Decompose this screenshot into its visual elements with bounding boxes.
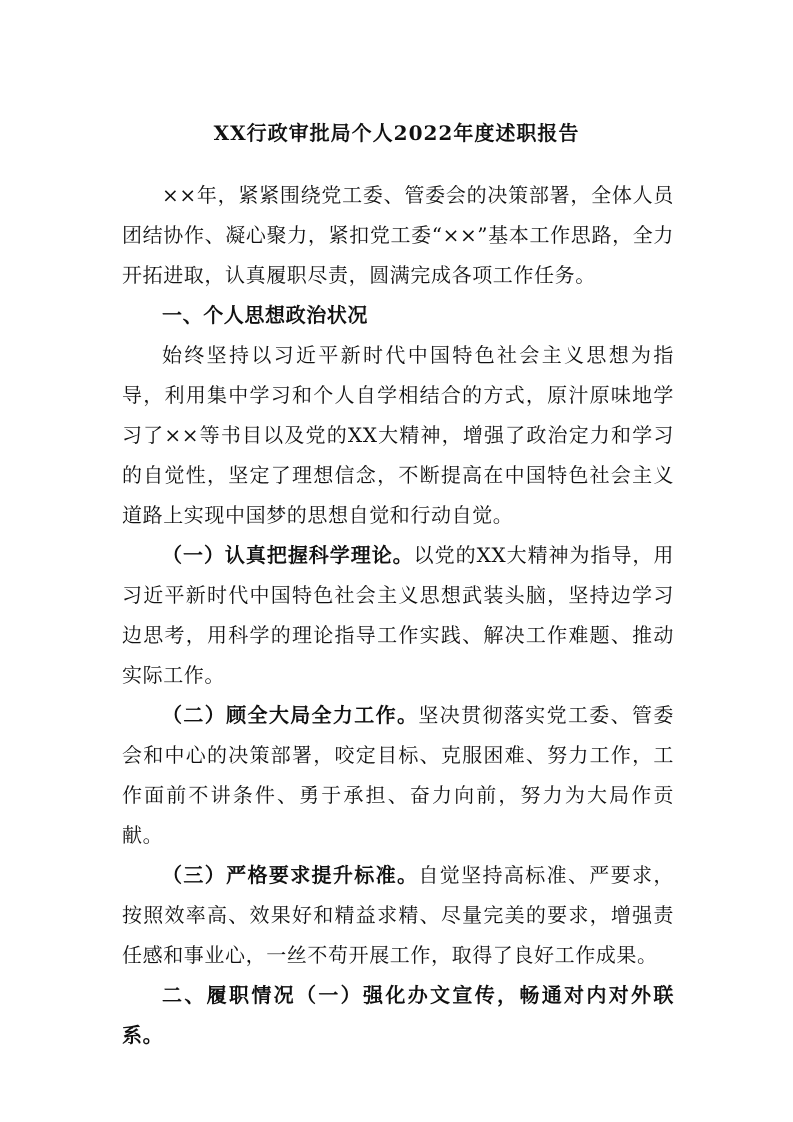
subsection-lead-3: （三）严格要求提升标准。 xyxy=(162,863,419,887)
subsection-paragraph-2 xyxy=(122,695,674,855)
subsection-paragraph-3 xyxy=(122,855,674,975)
section-heading-1: 一、个人思想政治状况 xyxy=(162,303,368,327)
subsection-lead-1: （一）认真把握科学理论。 xyxy=(162,543,414,567)
subsection-lead-2: （二）顾全大局全力工作。 xyxy=(162,703,419,727)
document-body xyxy=(122,175,674,1055)
section-1-paragraph: 始终坚持以习近平新时代中国特色社会主义思想为指导，利用集中学习和个人自学相结合的方式，原汁原味地学习了××等书目以及党的XX大精神，增强了政治定力和学习的自觉性，坚定了理想信念，不断提高在中国特色社会主义道路上实现中国梦的思想自觉和行动自觉。 xyxy=(122,343,674,527)
section-heading-2: 二、履职情况（一）强化办文宣传，畅通对内对外联系。 xyxy=(122,983,674,1047)
subsection-paragraph-1 xyxy=(122,535,674,695)
subsection-text-3: 自觉坚持高标准、严要求，按照效率高、效果好和精益求精、尽量完美的要求，增强责任感和事业心，一丝不苟开展工作，取得了良好工作成果。 xyxy=(122,863,675,967)
document-title: XX行政审批局个人2022年度述职报告 xyxy=(213,121,580,145)
intro-paragraph: ××年，紧紧围绕党工委、管委会的决策部署，全体人员团结协作、凝心聚力，紧扣党工委“××”基本工作思路，全力开拓进取，认真履职尽责，圆满完成各项工作任务。 xyxy=(122,183,674,287)
subsection-text-1: 以党的XX大精神为指导，用习近平新时代中国特色社会主义思想武装头脑，坚持边学习边思考，用科学的理论指导工作实践、解决工作难题、推动实际工作。 xyxy=(122,543,675,687)
subsection-text-2: 坚决贯彻落实党工委、管委会和中心的决策部署，咬定目标、克服困难、努力工作，工作面前不讲条件、勇于承担、奋力向前，努力为大局作贡献。 xyxy=(122,703,675,847)
